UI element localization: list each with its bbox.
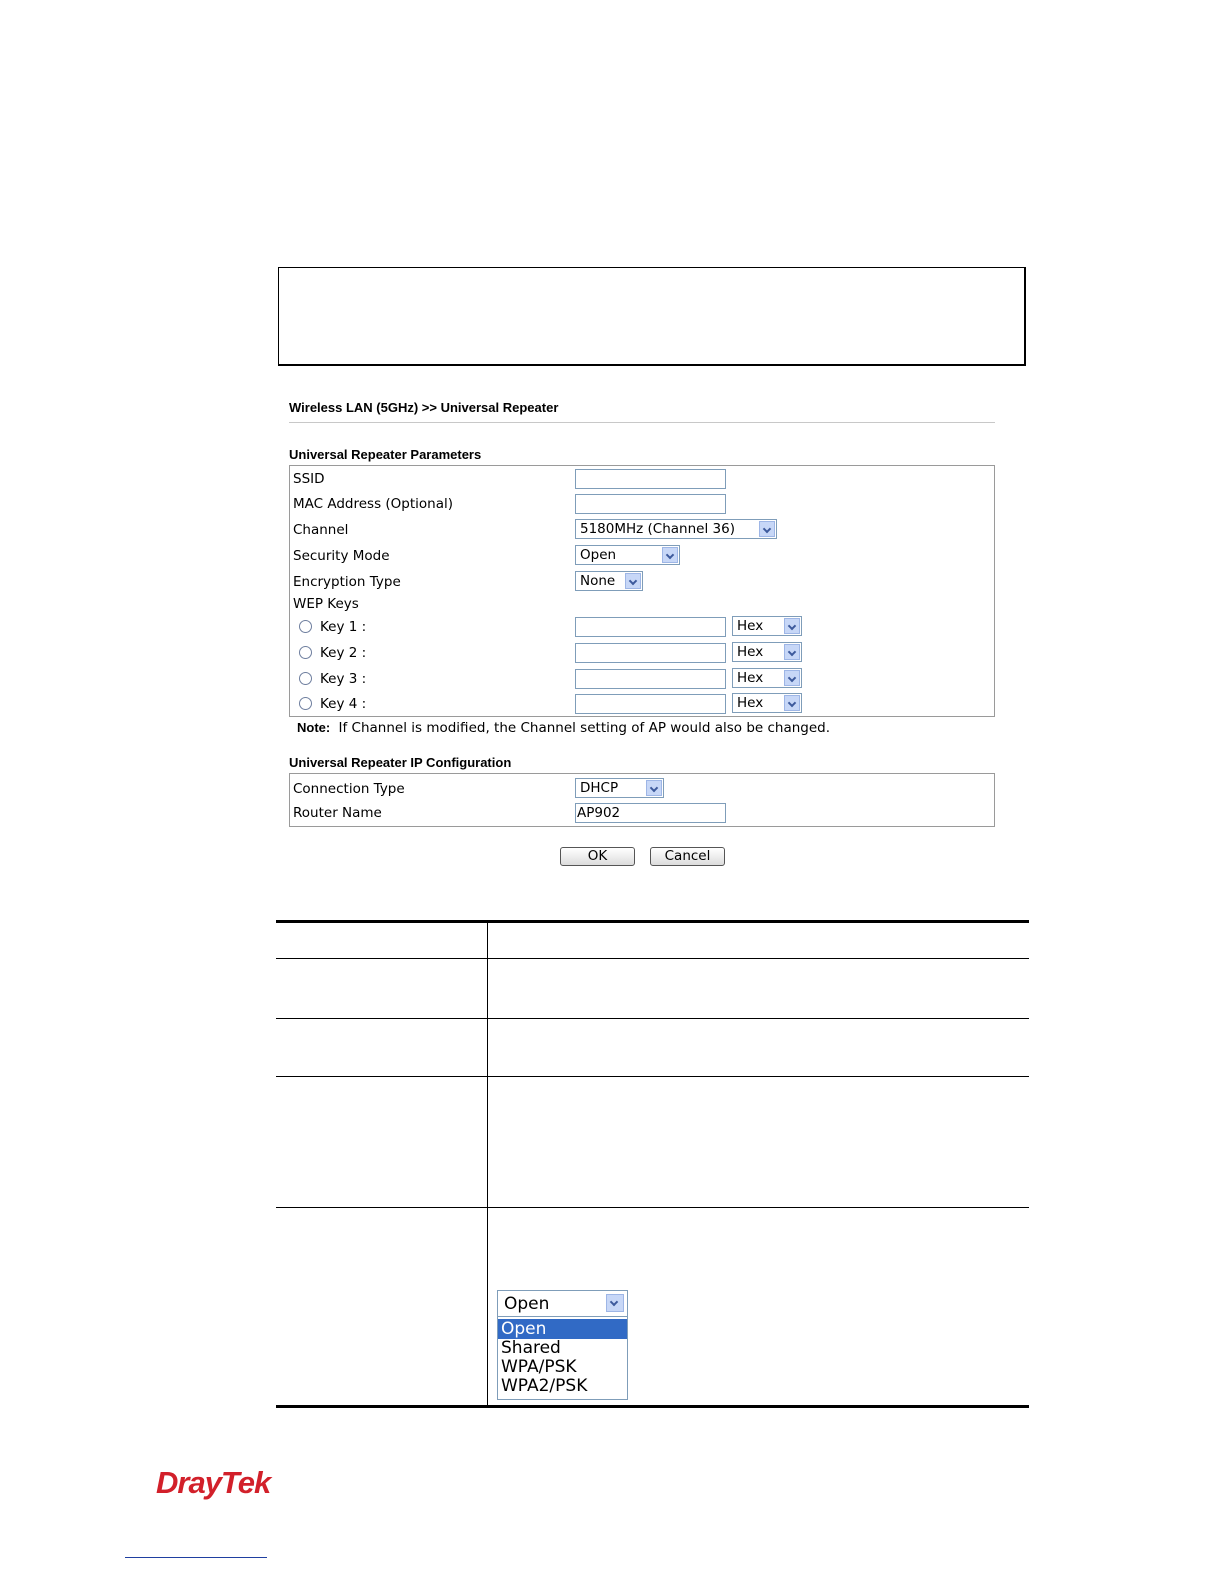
ssid-label: SSID bbox=[293, 471, 325, 487]
key2-format-value: Hex bbox=[737, 644, 764, 660]
note-text: If Channel is modified, the Channel setting of AP would also be changed. bbox=[338, 720, 831, 736]
note-box bbox=[278, 267, 1026, 366]
security-mode-dropdown-header[interactable] bbox=[498, 1291, 627, 1317]
draytek-logo: DrayTek bbox=[156, 1465, 271, 1500]
key4-format-select[interactable] bbox=[732, 693, 802, 713]
channel-select[interactable] bbox=[575, 519, 777, 539]
connection-type-label: Connection Type bbox=[293, 781, 405, 797]
footer-rule bbox=[125, 1557, 267, 1558]
encryption-type-select[interactable] bbox=[575, 571, 643, 591]
chevron-down-icon bbox=[784, 695, 800, 711]
table-top-rule bbox=[276, 920, 1029, 923]
chevron-down-icon bbox=[784, 670, 800, 686]
cancel-button[interactable]: Cancel bbox=[650, 847, 725, 866]
encryption-type-value: None bbox=[580, 573, 616, 589]
wep-keys-label: WEP Keys bbox=[293, 596, 359, 612]
channel-value: 5180MHz (Channel 36) bbox=[580, 521, 735, 537]
key3-label: Key 3 : bbox=[320, 671, 367, 687]
mac-label: MAC Address (Optional) bbox=[293, 496, 454, 512]
security-mode-label: Security Mode bbox=[293, 548, 390, 564]
dropdown-option[interactable]: Open bbox=[498, 1319, 627, 1339]
breadcrumb: Wireless LAN (5GHz) >> Universal Repeater bbox=[289, 400, 559, 415]
mac-input[interactable] bbox=[575, 494, 726, 514]
note bbox=[297, 720, 830, 736]
key4-radio[interactable] bbox=[299, 697, 312, 710]
table-row-divider bbox=[276, 1207, 1029, 1208]
key1-radio[interactable] bbox=[299, 620, 312, 633]
dropdown-option[interactable]: WPA/PSK bbox=[501, 1357, 577, 1377]
chevron-down-icon bbox=[662, 547, 678, 563]
router-name-input[interactable]: AP902 bbox=[575, 803, 726, 823]
table-row-divider bbox=[276, 1076, 1029, 1077]
chevron-down-icon bbox=[646, 780, 662, 796]
note-label: Note: bbox=[297, 720, 331, 735]
ssid-input[interactable] bbox=[575, 469, 726, 489]
table-column-divider bbox=[487, 921, 488, 1407]
key1-label: Key 1 : bbox=[320, 619, 367, 635]
connection-type-select[interactable] bbox=[575, 778, 664, 798]
chevron-down-icon bbox=[606, 1294, 624, 1312]
ipconfig-section-title: Universal Repeater IP Configuration bbox=[289, 755, 512, 770]
key4-label: Key 4 : bbox=[320, 696, 367, 712]
chevron-down-icon bbox=[784, 644, 800, 660]
table-bottom-rule bbox=[276, 1405, 1029, 1408]
security-mode-value: Open bbox=[580, 547, 617, 563]
key1-format-value: Hex bbox=[737, 618, 764, 634]
table-row-divider bbox=[276, 958, 1029, 959]
key3-radio[interactable] bbox=[299, 672, 312, 685]
channel-label: Channel bbox=[293, 522, 349, 538]
chevron-down-icon bbox=[759, 521, 775, 537]
dropdown-option[interactable]: Shared bbox=[501, 1338, 561, 1358]
key2-radio[interactable] bbox=[299, 646, 312, 659]
key2-format-select[interactable] bbox=[732, 642, 802, 662]
chevron-down-icon bbox=[625, 573, 641, 589]
key3-format-select[interactable] bbox=[732, 668, 802, 688]
encryption-type-label: Encryption Type bbox=[293, 574, 401, 590]
key1-format-select[interactable] bbox=[732, 616, 802, 636]
key2-input[interactable] bbox=[575, 643, 726, 663]
divider bbox=[289, 422, 995, 423]
key4-input[interactable] bbox=[575, 694, 726, 714]
key3-format-value: Hex bbox=[737, 670, 764, 686]
dropdown-option[interactable]: WPA2/PSK bbox=[501, 1376, 588, 1396]
security-mode-select[interactable] bbox=[575, 545, 680, 565]
key2-label: Key 2 : bbox=[320, 645, 367, 661]
params-section-title: Universal Repeater Parameters bbox=[289, 447, 482, 462]
chevron-down-icon bbox=[784, 618, 800, 634]
table-row-divider bbox=[276, 1018, 1029, 1019]
key3-input[interactable] bbox=[575, 669, 726, 689]
security-mode-dropdown[interactable] bbox=[497, 1290, 628, 1400]
security-mode-dropdown-selected: Open bbox=[504, 1294, 550, 1314]
key1-input[interactable] bbox=[575, 617, 726, 637]
key4-format-value: Hex bbox=[737, 695, 764, 711]
connection-type-value: DHCP bbox=[580, 780, 619, 796]
router-name-label: Router Name bbox=[293, 805, 382, 821]
ok-button[interactable]: OK bbox=[560, 847, 635, 866]
